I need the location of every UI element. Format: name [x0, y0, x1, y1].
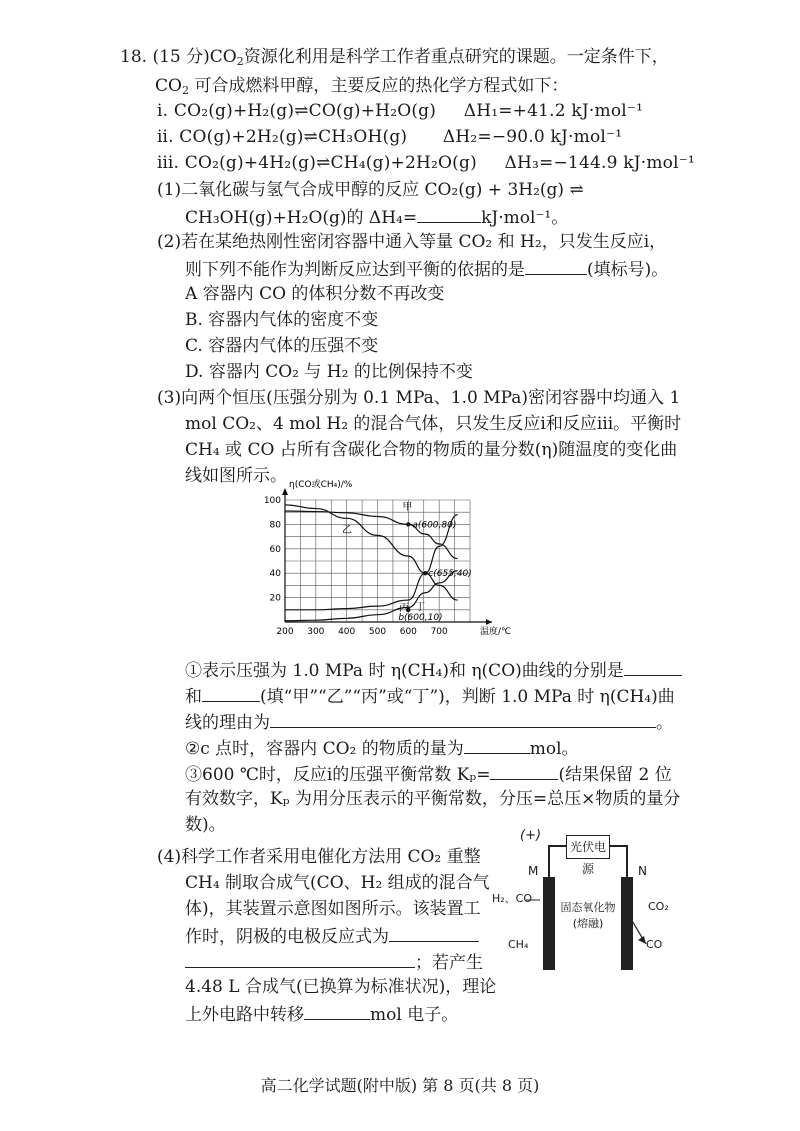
x-tick-label: 500 [368, 627, 387, 637]
part4-line6: 4.48 L 合成气(已换算为标准状况)，理论 [185, 977, 497, 997]
q1-end: 。 [656, 713, 673, 733]
answer-blank[interactable] [417, 205, 481, 223]
reaction-enthalpy: ΔH₂=−90.0 kJ·mol⁻¹ [442, 127, 623, 147]
option-b: B. 容器内气体的密度不变 [185, 310, 379, 330]
device-arrows [488, 826, 688, 976]
answer-blank[interactable] [202, 684, 260, 702]
answer-blank[interactable] [490, 762, 558, 780]
option-a: A 容器内 CO 的体积分数不再改变 [185, 284, 445, 304]
q2-unit: mol。 [529, 739, 579, 759]
part4-line5 [185, 950, 483, 974]
handwritten-plus-mark: (+) [520, 828, 542, 843]
part3-q2 [185, 736, 579, 760]
x-tick-label: 600 [399, 627, 417, 637]
part4-line2: CH₄ 制取合成气(CO、H₂ 组成的混合气 [185, 873, 490, 893]
answer-blank[interactable] [304, 1002, 370, 1020]
x-tick-label: 300 [307, 627, 325, 637]
answer-blank[interactable] [624, 658, 682, 676]
part3-line: 线如图所示。 [185, 466, 287, 486]
part3-q1 [185, 658, 682, 682]
part4-text: 上外电路中转移 [185, 1005, 304, 1025]
reaction-row [157, 126, 622, 148]
reaction-row [157, 152, 695, 174]
part4-line1: (4)科学工作者采用电催化方法用 CO₂ 重整 [157, 847, 481, 867]
q1-reason-label: 线的理由为 [185, 713, 270, 733]
part2-note: (填标号)。 [587, 260, 669, 280]
series-label-1: 甲 [402, 501, 413, 513]
q1-and: 和 [185, 687, 202, 707]
part3-q1-cont [185, 684, 675, 708]
gas-co-out: CO [646, 938, 663, 951]
q1-text: ①表示压强为 1.0 MPa 时 η(CH₄)和 η(CO)曲线的分别是 [185, 661, 624, 681]
part1-line2 [185, 205, 568, 229]
reaction-label: ⅰ. [157, 101, 169, 121]
reaction-label: ⅱ. [157, 127, 174, 147]
answer-blank[interactable] [270, 710, 656, 728]
part3-line: CH₄ 或 CO 占所有含碳化合物的物质的量分数(η)随温度的变化曲 [185, 440, 678, 460]
question-intro: $CO_2$ 可合成燃料甲醇，主要反应的热化学方程式如下： [155, 76, 569, 97]
y-axis-label: η(CO或CH₄)/% [289, 480, 353, 490]
q2-text: ②c 点时，容器内 CO₂ 的物质的量为 [185, 739, 464, 759]
answer-blank[interactable] [464, 736, 530, 754]
electrolysis-device [488, 826, 688, 976]
part3-line: mol CO₂、4 mol H₂ 的混合气体，只发生反应ⅰ和反应ⅲ。平衡时 [185, 414, 682, 434]
electrolyte-label: 固态氧化物 [560, 901, 616, 914]
answer-blank[interactable] [185, 950, 415, 968]
part4-line4 [185, 924, 479, 948]
electrode-m-label: M [528, 864, 539, 878]
part4-text: ；若产生 [415, 953, 483, 973]
reaction-equation: CO₂(g)+4H₂(g)⇌CH₄(g)+2H₂O(g) [184, 153, 477, 173]
y-tick-label: 20 [269, 593, 281, 604]
y-axis-arrow [282, 488, 288, 495]
part2-text: 则下列不能作为判断反应达到平衡的依据的是 [185, 260, 525, 280]
part2-line1: (2)若在某绝热刚性密闭容器中通入等量 CO₂ 和 H₂，只发生反应ⅰ， [157, 232, 667, 252]
part2-line2 [185, 257, 668, 281]
option-c: C. 容器内气体的压强不变 [185, 336, 379, 356]
part3-line: (3)向两个恒压(压强分别为 0.1 MPa、1.0 MPa)密闭容器中均通入 1 [157, 388, 681, 408]
data-point-label: c(655,40) [428, 569, 472, 580]
part3-q3-end: 数)。 [185, 815, 226, 835]
reaction-row [157, 100, 643, 122]
y-tick-label: 40 [269, 569, 281, 580]
part3-q3 [185, 762, 672, 786]
part1-unit: kJ·mol⁻¹。 [481, 208, 569, 228]
q1-note: (填“甲”“乙”“丙”或“丁”)，判断 1.0 MPa 时 η(CH₄)曲 [260, 687, 675, 707]
question-intro-a: 资源化利用是科学工作者重点研究的课题。一定条件下， [243, 47, 669, 67]
question-header: 18. (15 分)$CO_2$资源化利用是科学工作者重点研究的课题。一定条件下， [120, 47, 669, 68]
reaction-equation: CO₂(g)+H₂(g)⇌CO(g)+H₂O(g) [173, 101, 437, 121]
series-label-3: 丙 [399, 603, 410, 615]
data-point-1 [406, 522, 410, 526]
series-label-4: 丁 [415, 601, 426, 613]
part4-unit: mol 电子。 [370, 1005, 459, 1025]
part4-text: 作时，阴极的电极反应式为 [185, 927, 389, 947]
part3-q3-cont: 有效数字，Kₚ 为用分压表示的平衡常数，分压=总压×物质的量分 [185, 789, 681, 809]
electrode-n-label: N [638, 864, 647, 878]
y-tick-label: 100 [263, 496, 281, 506]
x-tick-label: 700 [430, 627, 448, 637]
question-number: 18. [120, 47, 148, 67]
x-axis-label: 温度/℃ [480, 627, 512, 637]
data-point-label: a(600,80) [412, 520, 457, 531]
y-tick-label: 60 [269, 544, 281, 555]
reaction-equation: CO(g)+2H₂(g)⇌CH₃OH(g) [179, 127, 408, 147]
x-axis-arrow [486, 619, 492, 625]
part1-line1: (1)二氧化碳与氢气合成甲醇的反应 CO₂(g) + 3H₂(g) ⇌ [157, 180, 584, 200]
y-tick-label: 80 [269, 520, 281, 531]
part4-line3: 体)，其装置示意图如图所示。该装置工 [185, 899, 481, 919]
electrolyte-note: (熔融) [572, 917, 604, 930]
data-point-label: b(600,10) [398, 612, 443, 623]
series-label-2: 乙 [342, 524, 353, 536]
gas-co2-in: CO₂ [648, 900, 669, 913]
reaction-enthalpy: ΔH₃=−144.9 kJ·mol⁻¹ [504, 153, 695, 173]
pv-power-source: 光伏电源 [566, 835, 610, 859]
gas-h2-co-out: H₂、CO [492, 892, 533, 905]
reaction-label: ⅲ. [157, 153, 180, 173]
part4-line7 [185, 1002, 458, 1026]
answer-blank[interactable] [389, 924, 479, 942]
gas-ch4-in: CH₄ [508, 938, 529, 951]
q3-note: (结果保留 2 位 [558, 765, 672, 785]
data-point-2 [423, 571, 427, 575]
answer-blank[interactable] [525, 257, 587, 275]
chart-points [406, 522, 427, 612]
part1-text: CH₃OH(g)+H₂O(g)的 ΔH₄= [185, 208, 418, 228]
series-line-2 [285, 505, 458, 600]
x-tick-label: 400 [338, 627, 356, 637]
page-footer: 高二化学试题(附中版) 第 8 页(共 8 页) [260, 1076, 540, 1095]
reaction-enthalpy: ΔH₁=+41.2 kJ·mol⁻¹ [463, 101, 644, 121]
part3-q1-reason [185, 710, 673, 734]
x-tick-label: 200 [276, 627, 294, 637]
question-score: (15 分) [152, 47, 210, 67]
question-intro-b: 可合成燃料甲醇，主要反应的热化学方程式如下： [194, 76, 569, 96]
q3-text: ③600 ℃时，反应ⅰ的压强平衡常数 Kₚ= [185, 765, 491, 785]
eta-temperature-chart [255, 478, 545, 658]
option-d: D. 容器内 CO₂ 与 H₂ 的比例保持不变 [185, 362, 473, 382]
